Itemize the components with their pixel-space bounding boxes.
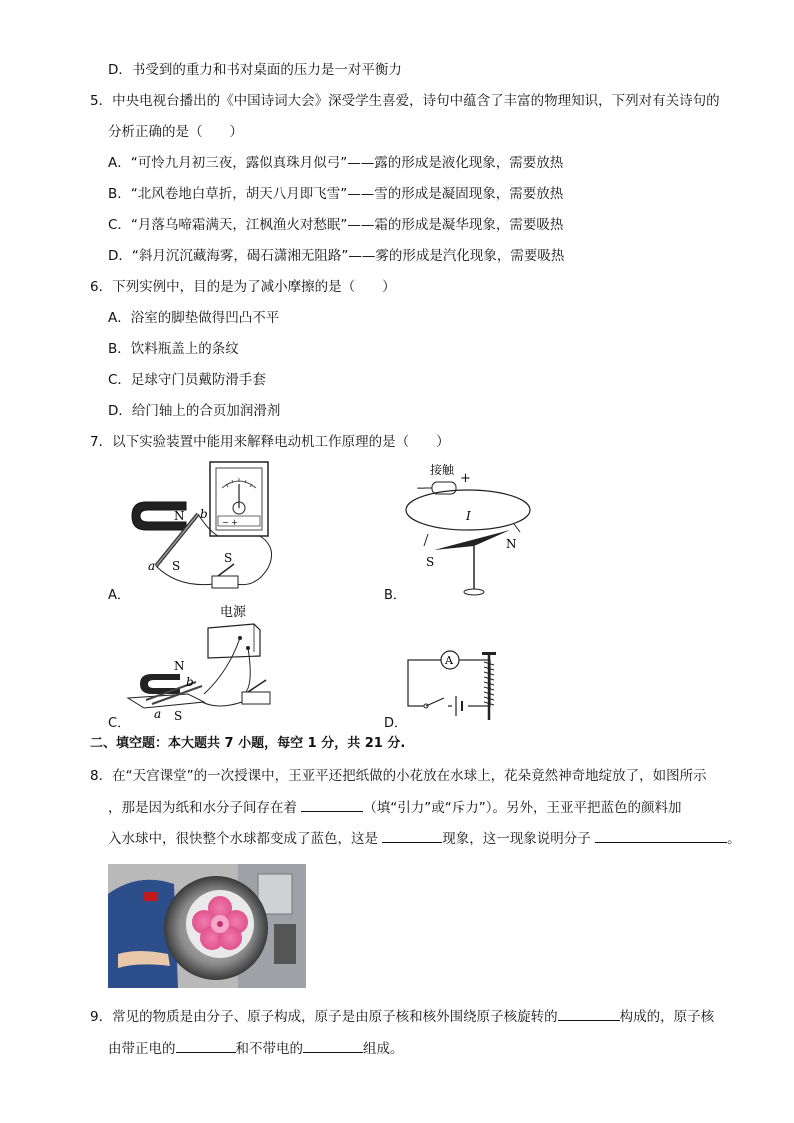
blank-q9-2[interactable] [176,1038,236,1053]
q7-figure-b [402,462,542,598]
q9-line2: 由带正电的 和不带电的 组成。 [108,1038,404,1059]
q6-stem: 6．下列实例中，目的是为了减小摩擦的是（ ） [90,279,396,295]
needle-n-label: N [506,537,517,551]
blank-q8-2[interactable] [382,828,442,843]
label-b: b [200,507,208,521]
q7-figure-a [118,458,288,598]
q6-option-d: D．给门轴上的合页加润滑剂 [108,403,281,419]
current-label: I [466,509,471,523]
label-s-c: S [174,709,183,722]
needle-s-label: S [426,555,435,569]
switch-c [242,692,270,704]
q5-option-d: D．“斜月沉沉藏海雾，碣石潇湘无阻路”——雾的形成是汽化现象，需要吸热 [108,248,565,264]
svg-text:− +: − + [222,518,238,527]
switch-base [212,576,238,588]
q5-option-b: B．“北风卷地白草折，胡天八月即飞雪”——雪的形成是凝固现象，需要放热 [108,186,564,202]
q9-line1: 9．常见的物质是由分子、原子构成，原子是由原子核和核外围绕原子核旋转的 构成的，原子核 [90,1006,714,1027]
compass-needle [434,530,510,550]
blank-q8-1[interactable] [301,797,363,812]
q8-line2: ，那是因为纸和水分子间存在着 （填“引力”或“斥力”）。另外，王亚平把蓝色的颜料加 [108,797,682,818]
q8-line3: 入水球中，很快整个水球都变成了蓝色，这是 现象，这一现象说明分子 。 [108,828,741,849]
label-b-c: b [186,675,194,689]
label-a-c: a [154,707,162,721]
q7-figure-c [118,602,288,722]
ammeter-label: A [445,654,453,667]
switch-label: S [224,551,233,565]
q5-stem-line1: 5．中央电视台播出的《中国诗词大会》深受学生喜爱，诗句中蕴含了丰富的物理知识，下列对有关诗句的 [90,93,720,109]
minus-label: − [416,481,427,495]
q7-stem: 7．以下实验装置中能用来解释电动机工作原理的是（ ） [90,434,450,450]
q6-option-a: A．浴室的脚垫做得凹凸不平 [108,310,280,326]
section-2-heading: 二、填空题：本大题共 7 小题，每空 1 分，共 21 分. [90,736,406,751]
power-label: 电源 [220,605,247,620]
label-s: S [172,559,181,573]
tiangong-photo [108,864,306,988]
plus-label: + [460,471,471,486]
blank-q8-3[interactable] [595,828,727,843]
q7-figure-d [404,648,508,724]
label-a: a [148,559,156,573]
q4-option-d: D．书受到的重力和书对桌面的压力是一对平衡力 [108,62,402,78]
q5-stem-line2: 分析正确的是（ ） [108,124,243,140]
battery-shape [432,482,456,494]
q6-option-b: B．饮料瓶盖上的条纹 [108,341,239,357]
blank-q9-1[interactable] [558,1006,620,1021]
q7-label-c: C． [108,716,131,731]
q5-option-a: A．“可怜九月初三夜，露似真珠月似弓”——露的形成是液化现象，需要放热 [108,155,564,171]
contact-label: 接触 [430,463,455,477]
q6-option-c: C．足球守门员戴防滑手套 [108,372,266,388]
label-n-c: N [174,659,185,673]
magnet-shape [140,674,180,694]
q8-line1: 8．在“天宫课堂”的一次授课中，王亚平还把纸做的小花放在水球上，花朵竟然神奇地绽放了，如图所示 [90,768,707,784]
blank-q9-3[interactable] [303,1038,363,1053]
q7-label-d: D． [384,716,408,731]
q7-label-a: A． [108,588,130,603]
label-n: N [174,509,185,523]
q7-label-b: B． [384,588,406,603]
q5-option-c: C．“月落乌啼霜满天，江枫渔火对愁眠”——霜的形成是凝华现象，需要吸热 [108,217,564,233]
